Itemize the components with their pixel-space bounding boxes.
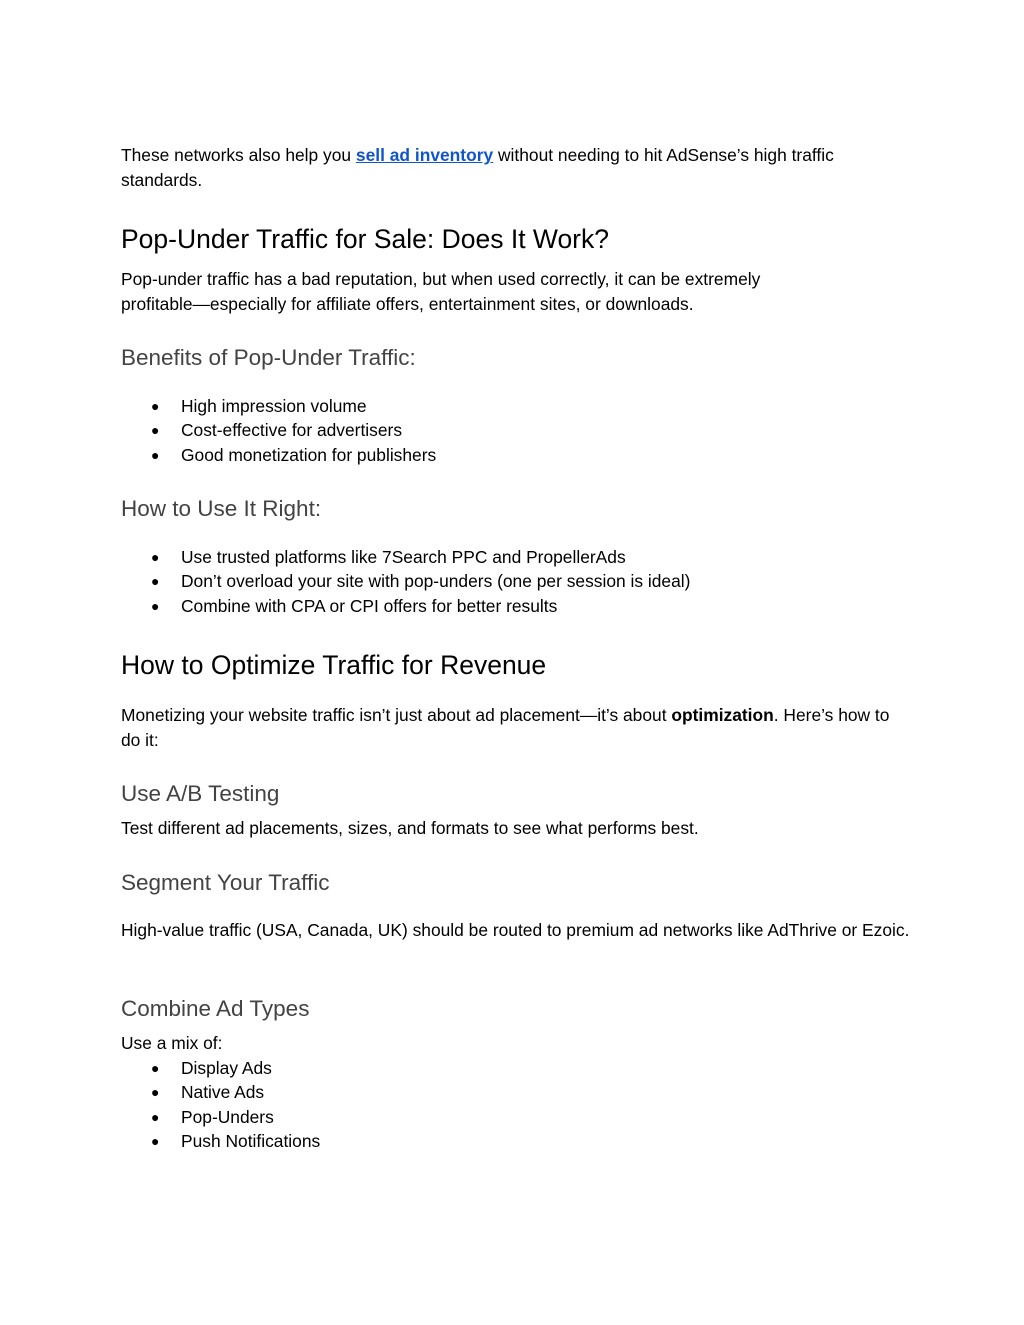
howto-heading: How to Use It Right: [121,496,322,521]
combine-list [121,1056,911,1153]
segment-heading: Segment Your Traffic [121,870,330,895]
bullet-icon: ● [151,1108,160,1125]
list-item [121,594,911,618]
bullet-icon: ● [151,422,160,439]
list-item-text: Pop-Unders [181,1106,274,1127]
list-item-text: Native Ads [181,1082,265,1103]
list-item-text: Push Notifications [181,1130,321,1151]
ab-testing-heading: Use A/B Testing [121,781,280,806]
bullet-icon: ● [151,446,160,463]
list-item-text: Good monetization for publishers [181,444,437,465]
benefits-heading: Benefits of Pop-Under Traffic: [121,345,416,370]
bullet-icon: ● [151,549,160,565]
list-item [121,394,911,418]
optimize-paragraph [121,703,891,752]
list-item-text: High impression volume [181,396,367,416]
bullet-icon: ● [151,1132,160,1149]
list-item [121,545,911,569]
list-item-text: Cost-effective for advertisers [181,420,403,441]
sell-ad-inventory-link[interactable]: sell ad inventory [355,145,494,165]
combine-heading: Combine Ad Types [121,996,310,1021]
popunder-paragraph: Pop-under traffic has a bad reputation, but when used correctly, it can be extremely profitable—especially for affiliate offers, entertainment sites, or downloads. [121,269,761,314]
combine-paragraph: Use a mix of: [121,1033,223,1053]
bullet-icon: ● [151,1084,160,1101]
segment-paragraph: High-value traffic (USA, Canada, UK) should be routed to premium ad networks like AdThrive or Ezoic. [121,920,910,940]
bullet-icon: ● [151,1060,160,1076]
list-item [121,1129,911,1153]
list-item-text: Display Ads [181,1058,272,1078]
bullet-icon: ● [151,398,160,414]
intro-paragraph [121,143,911,192]
ab-testing-paragraph: Test different ad placements, sizes, and formats to see what performs best. [121,818,699,838]
list-item [121,1056,911,1080]
list-item [121,569,911,593]
list-item-text: Combine with CPA or CPI offers for better results [181,595,558,616]
list-item [121,1080,911,1104]
list-item-text: Use trusted platforms like 7Search PPC and PropellerAds [181,547,626,567]
list-item [121,443,911,467]
popunder-heading: Pop-Under Traffic for Sale: Does It Work? [121,224,609,254]
intro-text-before: These networks also help you [121,145,356,165]
list-item [121,1105,911,1129]
optimize-text-before: Monetizing your website traffic isn’t just about ad placement—it’s about [121,705,672,725]
list-item [121,418,911,442]
optimization-emphasis: optimization [671,705,774,725]
optimize-heading: How to Optimize Traffic for Revenue [121,650,547,680]
howto-list [121,545,911,618]
list-item-text: Don’t overload your site with pop-unders (one per session is ideal) [181,571,691,592]
benefits-list [121,394,911,467]
intro-text-after: without needing to hit AdSense’s high traffic standards. [121,145,834,190]
optimize-text-after: . Here’s how to do it: [121,705,890,750]
bullet-icon: ● [151,573,160,590]
bullet-icon: ● [151,597,160,614]
